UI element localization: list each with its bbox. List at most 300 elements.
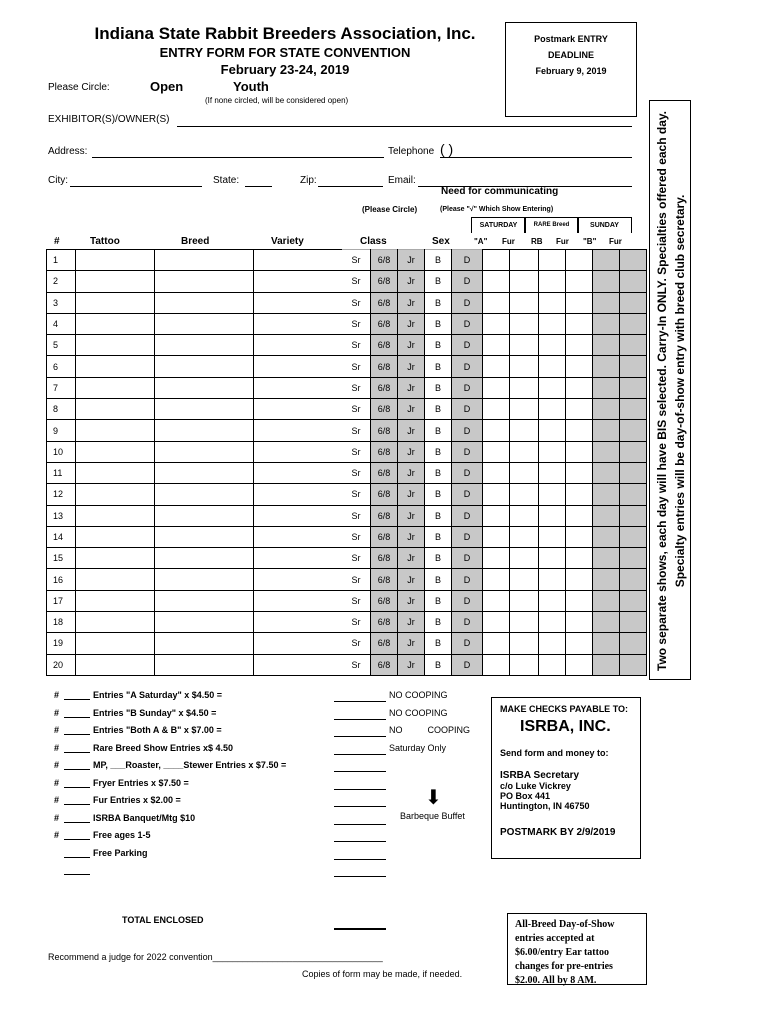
breed-cell[interactable]: [155, 484, 254, 505]
breed-cell[interactable]: [155, 292, 254, 313]
variety-cell[interactable]: [254, 250, 343, 271]
sex-doe[interactable]: D: [452, 526, 483, 547]
class-sr[interactable]: Sr: [342, 612, 371, 633]
sex-buck[interactable]: B: [425, 569, 452, 590]
b-fur-cell[interactable]: [620, 250, 647, 271]
a-fur-cell[interactable]: [510, 356, 539, 377]
class-jr[interactable]: Jr: [398, 569, 425, 590]
rb-cell[interactable]: [539, 569, 566, 590]
class-jr[interactable]: Jr: [398, 633, 425, 654]
variety-cell[interactable]: [254, 462, 343, 483]
b-fur-cell[interactable]: [620, 569, 647, 590]
rb-cell[interactable]: [539, 271, 566, 292]
tattoo-cell[interactable]: [76, 590, 155, 611]
a-fur-cell[interactable]: [510, 292, 539, 313]
youth-option[interactable]: Youth: [233, 79, 269, 94]
tattoo-cell[interactable]: [76, 377, 155, 398]
rb-fur-cell[interactable]: [566, 548, 593, 569]
a-fur-cell[interactable]: [510, 484, 539, 505]
breed-cell[interactable]: [155, 612, 254, 633]
sex-doe[interactable]: D: [452, 569, 483, 590]
a-cell[interactable]: [483, 399, 510, 420]
rb-fur-cell[interactable]: [566, 654, 593, 675]
class-jr[interactable]: Jr: [398, 548, 425, 569]
rb-cell[interactable]: [539, 590, 566, 611]
rb-fur-cell[interactable]: [566, 612, 593, 633]
a-cell[interactable]: [483, 633, 510, 654]
a-fur-cell[interactable]: [510, 569, 539, 590]
class-jr[interactable]: Jr: [398, 612, 425, 633]
tattoo-cell[interactable]: [76, 335, 155, 356]
a-fur-cell[interactable]: [510, 505, 539, 526]
rb-fur-cell[interactable]: [566, 526, 593, 547]
class-6-8[interactable]: 6/8: [371, 633, 398, 654]
b-cell[interactable]: [593, 271, 620, 292]
breed-cell[interactable]: [155, 590, 254, 611]
class-6-8[interactable]: 6/8: [371, 313, 398, 334]
breed-cell[interactable]: [155, 548, 254, 569]
breed-cell[interactable]: [155, 335, 254, 356]
sex-doe[interactable]: D: [452, 462, 483, 483]
a-fur-cell[interactable]: [510, 526, 539, 547]
class-6-8[interactable]: 6/8: [371, 569, 398, 590]
sex-buck[interactable]: B: [425, 356, 452, 377]
fee-amount-line[interactable]: [334, 754, 386, 755]
a-fur-cell[interactable]: [510, 441, 539, 462]
a-fur-cell[interactable]: [510, 420, 539, 441]
variety-cell[interactable]: [254, 484, 343, 505]
rb-fur-cell[interactable]: [566, 335, 593, 356]
class-jr[interactable]: Jr: [398, 292, 425, 313]
b-fur-cell[interactable]: [620, 548, 647, 569]
b-fur-cell[interactable]: [620, 633, 647, 654]
fee-quantity-blank[interactable]: [64, 690, 90, 700]
variety-cell[interactable]: [254, 356, 343, 377]
tattoo-cell[interactable]: [76, 633, 155, 654]
rb-cell[interactable]: [539, 250, 566, 271]
sex-buck[interactable]: B: [425, 271, 452, 292]
tattoo-cell[interactable]: [76, 356, 155, 377]
a-cell[interactable]: [483, 505, 510, 526]
telephone-line[interactable]: [440, 157, 632, 158]
fee-amount-line[interactable]: [334, 876, 386, 877]
class-6-8[interactable]: 6/8: [371, 612, 398, 633]
rb-cell[interactable]: [539, 654, 566, 675]
open-option[interactable]: Open: [150, 79, 184, 94]
class-jr[interactable]: Jr: [398, 377, 425, 398]
b-cell[interactable]: [593, 654, 620, 675]
tattoo-cell[interactable]: [76, 569, 155, 590]
breed-cell[interactable]: [155, 526, 254, 547]
breed-cell[interactable]: [155, 271, 254, 292]
a-cell[interactable]: [483, 335, 510, 356]
breed-cell[interactable]: [155, 505, 254, 526]
b-cell[interactable]: [593, 377, 620, 398]
variety-cell[interactable]: [254, 548, 343, 569]
a-cell[interactable]: [483, 271, 510, 292]
class-6-8[interactable]: 6/8: [371, 377, 398, 398]
state-line[interactable]: [245, 186, 272, 187]
sex-buck[interactable]: B: [425, 484, 452, 505]
rb-fur-cell[interactable]: [566, 399, 593, 420]
sex-doe[interactable]: D: [452, 484, 483, 505]
rb-fur-cell[interactable]: [566, 271, 593, 292]
sex-buck[interactable]: B: [425, 250, 452, 271]
class-jr[interactable]: Jr: [398, 399, 425, 420]
class-6-8[interactable]: 6/8: [371, 399, 398, 420]
rb-fur-cell[interactable]: [566, 356, 593, 377]
rb-cell[interactable]: [539, 612, 566, 633]
sex-buck[interactable]: B: [425, 548, 452, 569]
breed-cell[interactable]: [155, 313, 254, 334]
fee-amount-line[interactable]: [334, 789, 386, 790]
a-cell[interactable]: [483, 462, 510, 483]
zip-line[interactable]: [318, 186, 383, 187]
class-sr[interactable]: Sr: [342, 250, 371, 271]
rb-cell[interactable]: [539, 313, 566, 334]
tattoo-cell[interactable]: [76, 250, 155, 271]
class-sr[interactable]: Sr: [342, 548, 371, 569]
tattoo-cell[interactable]: [76, 548, 155, 569]
rb-fur-cell[interactable]: [566, 250, 593, 271]
variety-cell[interactable]: [254, 612, 343, 633]
sex-doe[interactable]: D: [452, 612, 483, 633]
class-sr[interactable]: Sr: [342, 569, 371, 590]
class-sr[interactable]: Sr: [342, 441, 371, 462]
class-6-8[interactable]: 6/8: [371, 462, 398, 483]
tattoo-cell[interactable]: [76, 292, 155, 313]
a-fur-cell[interactable]: [510, 548, 539, 569]
rb-fur-cell[interactable]: [566, 313, 593, 334]
sex-doe[interactable]: D: [452, 654, 483, 675]
fee-amount-line[interactable]: [334, 841, 386, 842]
b-cell[interactable]: [593, 505, 620, 526]
class-6-8[interactable]: 6/8: [371, 441, 398, 462]
a-cell[interactable]: [483, 569, 510, 590]
class-6-8[interactable]: 6/8: [371, 271, 398, 292]
class-6-8[interactable]: 6/8: [371, 335, 398, 356]
sex-doe[interactable]: D: [452, 633, 483, 654]
class-6-8[interactable]: 6/8: [371, 548, 398, 569]
class-jr[interactable]: Jr: [398, 271, 425, 292]
fee-quantity-blank[interactable]: [64, 778, 90, 788]
rb-cell[interactable]: [539, 292, 566, 313]
fee-amount-line[interactable]: [334, 719, 386, 720]
tattoo-cell[interactable]: [76, 484, 155, 505]
class-6-8[interactable]: 6/8: [371, 590, 398, 611]
a-fur-cell[interactable]: [510, 271, 539, 292]
class-sr[interactable]: Sr: [342, 313, 371, 334]
fee-quantity-blank[interactable]: [64, 743, 90, 753]
city-line[interactable]: [70, 186, 202, 187]
class-sr[interactable]: Sr: [342, 356, 371, 377]
fee-amount-line[interactable]: [334, 824, 386, 825]
b-fur-cell[interactable]: [620, 526, 647, 547]
class-jr[interactable]: Jr: [398, 505, 425, 526]
class-jr[interactable]: Jr: [398, 654, 425, 675]
a-fur-cell[interactable]: [510, 335, 539, 356]
class-sr[interactable]: Sr: [342, 505, 371, 526]
fee-quantity-blank[interactable]: [64, 795, 90, 805]
fee-amount-line[interactable]: [334, 701, 386, 702]
class-jr[interactable]: Jr: [398, 250, 425, 271]
breed-cell[interactable]: [155, 462, 254, 483]
fee-quantity-blank[interactable]: [64, 830, 90, 840]
b-fur-cell[interactable]: [620, 612, 647, 633]
tattoo-cell[interactable]: [76, 399, 155, 420]
tattoo-cell[interactable]: [76, 313, 155, 334]
breed-cell[interactable]: [155, 420, 254, 441]
variety-cell[interactable]: [254, 633, 343, 654]
rb-cell[interactable]: [539, 462, 566, 483]
class-sr[interactable]: Sr: [342, 590, 371, 611]
rb-cell[interactable]: [539, 420, 566, 441]
class-6-8[interactable]: 6/8: [371, 526, 398, 547]
b-cell[interactable]: [593, 526, 620, 547]
sex-doe[interactable]: D: [452, 590, 483, 611]
b-fur-cell[interactable]: [620, 590, 647, 611]
rb-fur-cell[interactable]: [566, 462, 593, 483]
rb-fur-cell[interactable]: [566, 590, 593, 611]
class-sr[interactable]: Sr: [342, 335, 371, 356]
sex-buck[interactable]: B: [425, 633, 452, 654]
b-cell[interactable]: [593, 250, 620, 271]
breed-cell[interactable]: [155, 441, 254, 462]
a-cell[interactable]: [483, 250, 510, 271]
a-cell[interactable]: [483, 526, 510, 547]
tattoo-cell[interactable]: [76, 462, 155, 483]
sex-doe[interactable]: D: [452, 292, 483, 313]
tattoo-cell[interactable]: [76, 441, 155, 462]
sex-doe[interactable]: D: [452, 399, 483, 420]
fee-amount-line[interactable]: [334, 771, 386, 772]
class-6-8[interactable]: 6/8: [371, 420, 398, 441]
variety-cell[interactable]: [254, 526, 343, 547]
class-sr[interactable]: Sr: [342, 526, 371, 547]
a-fur-cell[interactable]: [510, 462, 539, 483]
rb-cell[interactable]: [539, 399, 566, 420]
rb-fur-cell[interactable]: [566, 505, 593, 526]
a-cell[interactable]: [483, 356, 510, 377]
b-cell[interactable]: [593, 292, 620, 313]
a-cell[interactable]: [483, 484, 510, 505]
rb-fur-cell[interactable]: [566, 633, 593, 654]
sex-doe[interactable]: D: [452, 505, 483, 526]
class-6-8[interactable]: 6/8: [371, 654, 398, 675]
sex-buck[interactable]: B: [425, 313, 452, 334]
a-cell[interactable]: [483, 654, 510, 675]
breed-cell[interactable]: [155, 654, 254, 675]
rb-fur-cell[interactable]: [566, 292, 593, 313]
variety-cell[interactable]: [254, 420, 343, 441]
b-fur-cell[interactable]: [620, 484, 647, 505]
b-fur-cell[interactable]: [620, 441, 647, 462]
rb-cell[interactable]: [539, 633, 566, 654]
class-sr[interactable]: Sr: [342, 462, 371, 483]
rb-cell[interactable]: [539, 484, 566, 505]
breed-cell[interactable]: [155, 356, 254, 377]
breed-cell[interactable]: [155, 569, 254, 590]
b-cell[interactable]: [593, 569, 620, 590]
a-fur-cell[interactable]: [510, 377, 539, 398]
tattoo-cell[interactable]: [76, 271, 155, 292]
sex-buck[interactable]: B: [425, 292, 452, 313]
sex-buck[interactable]: B: [425, 420, 452, 441]
rb-fur-cell[interactable]: [566, 441, 593, 462]
rb-fur-cell[interactable]: [566, 420, 593, 441]
class-sr[interactable]: Sr: [342, 271, 371, 292]
class-sr[interactable]: Sr: [342, 484, 371, 505]
b-cell[interactable]: [593, 420, 620, 441]
variety-cell[interactable]: [254, 569, 343, 590]
variety-cell[interactable]: [254, 377, 343, 398]
variety-cell[interactable]: [254, 292, 343, 313]
rb-cell[interactable]: [539, 441, 566, 462]
fee-quantity-blank[interactable]: [64, 865, 90, 875]
tattoo-cell[interactable]: [76, 505, 155, 526]
a-fur-cell[interactable]: [510, 250, 539, 271]
b-cell[interactable]: [593, 548, 620, 569]
b-fur-cell[interactable]: [620, 292, 647, 313]
b-fur-cell[interactable]: [620, 356, 647, 377]
a-fur-cell[interactable]: [510, 612, 539, 633]
breed-cell[interactable]: [155, 250, 254, 271]
class-jr[interactable]: Jr: [398, 484, 425, 505]
fee-quantity-blank[interactable]: [64, 848, 90, 858]
class-6-8[interactable]: 6/8: [371, 250, 398, 271]
rb-fur-cell[interactable]: [566, 484, 593, 505]
sex-buck[interactable]: B: [425, 505, 452, 526]
rb-cell[interactable]: [539, 335, 566, 356]
breed-cell[interactable]: [155, 633, 254, 654]
class-6-8[interactable]: 6/8: [371, 505, 398, 526]
sex-doe[interactable]: D: [452, 313, 483, 334]
breed-cell[interactable]: [155, 399, 254, 420]
b-fur-cell[interactable]: [620, 505, 647, 526]
b-fur-cell[interactable]: [620, 654, 647, 675]
class-6-8[interactable]: 6/8: [371, 484, 398, 505]
variety-cell[interactable]: [254, 654, 343, 675]
b-fur-cell[interactable]: [620, 313, 647, 334]
a-fur-cell[interactable]: [510, 590, 539, 611]
rb-fur-cell[interactable]: [566, 377, 593, 398]
total-line[interactable]: [334, 928, 386, 930]
class-sr[interactable]: Sr: [342, 654, 371, 675]
class-sr[interactable]: Sr: [342, 377, 371, 398]
b-fur-cell[interactable]: [620, 420, 647, 441]
a-fur-cell[interactable]: [510, 399, 539, 420]
variety-cell[interactable]: [254, 313, 343, 334]
b-fur-cell[interactable]: [620, 399, 647, 420]
sex-buck[interactable]: B: [425, 654, 452, 675]
tattoo-cell[interactable]: [76, 654, 155, 675]
b-cell[interactable]: [593, 462, 620, 483]
b-fur-cell[interactable]: [620, 462, 647, 483]
class-sr[interactable]: Sr: [342, 420, 371, 441]
b-cell[interactable]: [593, 633, 620, 654]
variety-cell[interactable]: [254, 335, 343, 356]
sex-doe[interactable]: D: [452, 377, 483, 398]
class-jr[interactable]: Jr: [398, 313, 425, 334]
sex-doe[interactable]: D: [452, 271, 483, 292]
sex-doe[interactable]: D: [452, 250, 483, 271]
exhibitor-line[interactable]: [177, 126, 632, 127]
fee-quantity-blank[interactable]: [64, 813, 90, 823]
sex-doe[interactable]: D: [452, 335, 483, 356]
rb-cell[interactable]: [539, 377, 566, 398]
rb-cell[interactable]: [539, 505, 566, 526]
sex-doe[interactable]: D: [452, 441, 483, 462]
fee-quantity-blank[interactable]: [64, 708, 90, 718]
b-cell[interactable]: [593, 590, 620, 611]
sex-buck[interactable]: B: [425, 335, 452, 356]
sex-buck[interactable]: B: [425, 590, 452, 611]
variety-cell[interactable]: [254, 441, 343, 462]
class-jr[interactable]: Jr: [398, 526, 425, 547]
b-fur-cell[interactable]: [620, 335, 647, 356]
sex-doe[interactable]: D: [452, 420, 483, 441]
sex-buck[interactable]: B: [425, 612, 452, 633]
class-jr[interactable]: Jr: [398, 441, 425, 462]
class-jr[interactable]: Jr: [398, 462, 425, 483]
rb-cell[interactable]: [539, 356, 566, 377]
a-cell[interactable]: [483, 292, 510, 313]
tattoo-cell[interactable]: [76, 612, 155, 633]
a-cell[interactable]: [483, 313, 510, 334]
tattoo-cell[interactable]: [76, 526, 155, 547]
variety-cell[interactable]: [254, 399, 343, 420]
class-jr[interactable]: Jr: [398, 590, 425, 611]
a-cell[interactable]: [483, 420, 510, 441]
address-line[interactable]: [92, 157, 384, 158]
class-sr[interactable]: Sr: [342, 633, 371, 654]
fee-quantity-blank[interactable]: [64, 760, 90, 770]
class-6-8[interactable]: 6/8: [371, 356, 398, 377]
tattoo-cell[interactable]: [76, 420, 155, 441]
fee-amount-line[interactable]: [334, 859, 386, 860]
rb-cell[interactable]: [539, 548, 566, 569]
class-jr[interactable]: Jr: [398, 335, 425, 356]
a-cell[interactable]: [483, 590, 510, 611]
a-cell[interactable]: [483, 377, 510, 398]
b-cell[interactable]: [593, 313, 620, 334]
variety-cell[interactable]: [254, 590, 343, 611]
class-jr[interactable]: Jr: [398, 356, 425, 377]
sex-buck[interactable]: B: [425, 377, 452, 398]
b-cell[interactable]: [593, 399, 620, 420]
b-cell[interactable]: [593, 356, 620, 377]
b-cell[interactable]: [593, 441, 620, 462]
sex-doe[interactable]: D: [452, 356, 483, 377]
b-cell[interactable]: [593, 484, 620, 505]
fee-quantity-blank[interactable]: [64, 725, 90, 735]
class-sr[interactable]: Sr: [342, 399, 371, 420]
breed-cell[interactable]: [155, 377, 254, 398]
a-fur-cell[interactable]: [510, 313, 539, 334]
rb-fur-cell[interactable]: [566, 569, 593, 590]
sex-buck[interactable]: B: [425, 399, 452, 420]
class-jr[interactable]: Jr: [398, 420, 425, 441]
sex-buck[interactable]: B: [425, 462, 452, 483]
variety-cell[interactable]: [254, 271, 343, 292]
rb-cell[interactable]: [539, 526, 566, 547]
class-6-8[interactable]: 6/8: [371, 292, 398, 313]
sex-buck[interactable]: B: [425, 526, 452, 547]
b-cell[interactable]: [593, 335, 620, 356]
sex-buck[interactable]: B: [425, 441, 452, 462]
b-fur-cell[interactable]: [620, 271, 647, 292]
variety-cell[interactable]: [254, 505, 343, 526]
